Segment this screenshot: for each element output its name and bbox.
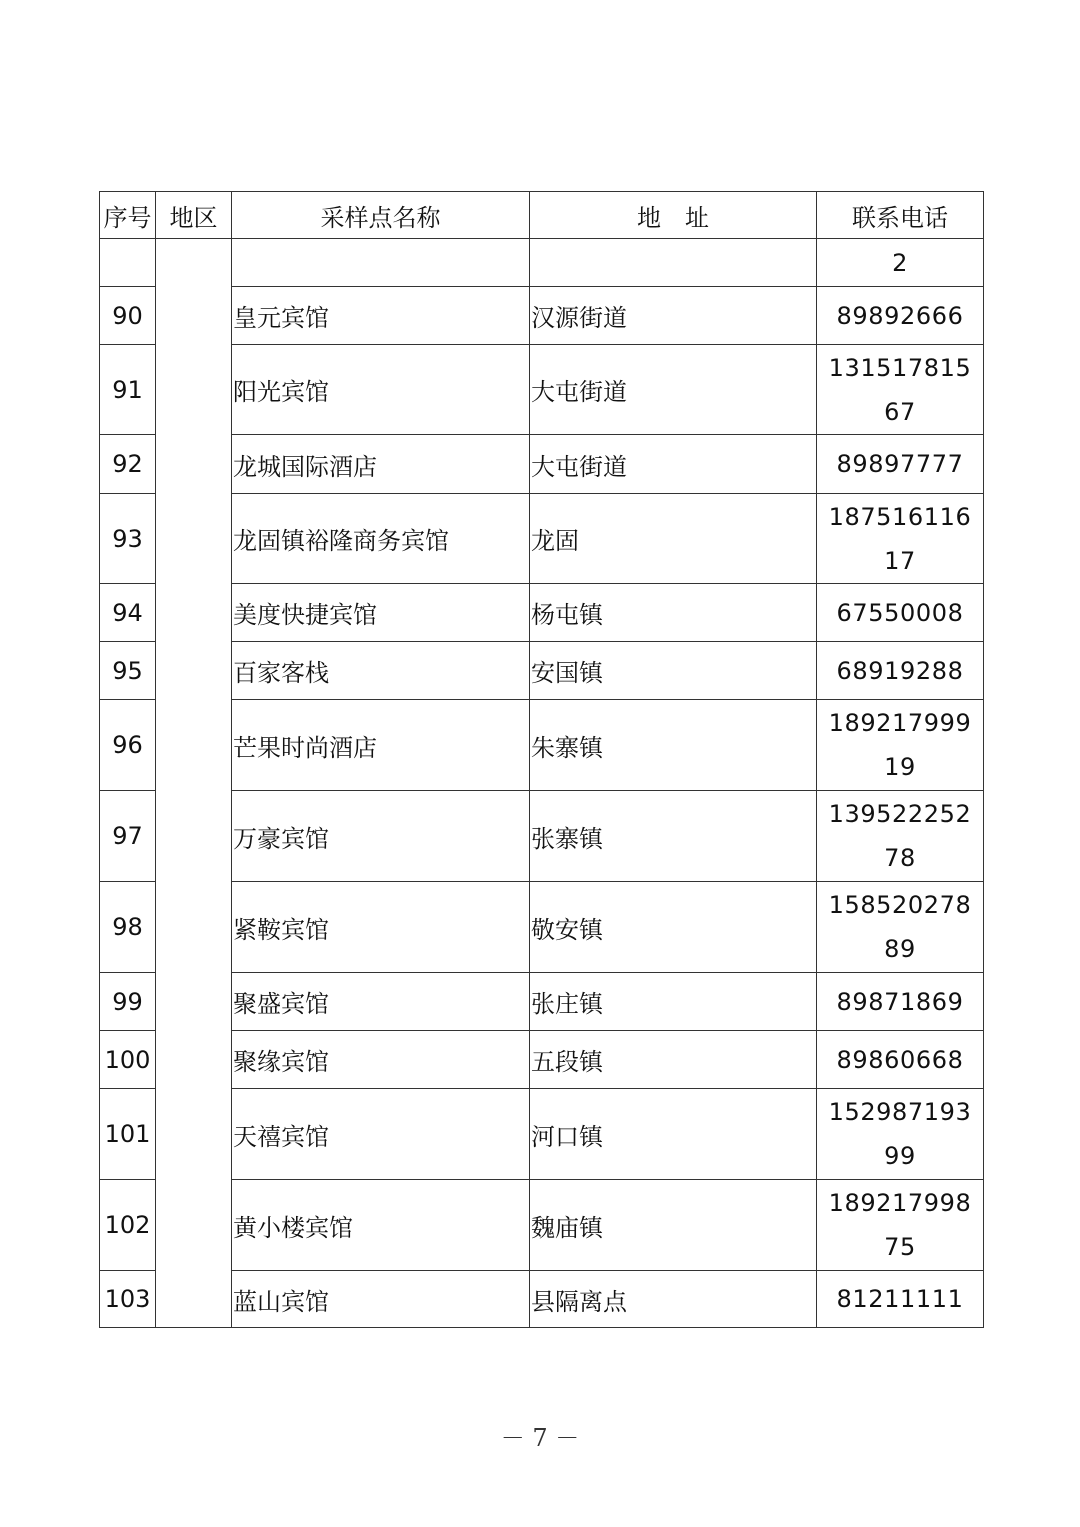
address-cell: 五段镇 (530, 1031, 817, 1089)
address-cell: 张庄镇 (530, 973, 817, 1031)
address-cell: 朱寨镇 (530, 700, 817, 791)
seq-cell: 92 (100, 435, 156, 494)
name-cell: 万豪宾馆 (232, 791, 530, 882)
address-cell: 县隔离点 (530, 1271, 817, 1328)
region-cell (156, 239, 232, 1328)
header-name: 采样点名称 (232, 192, 530, 239)
name-cell: 聚盛宾馆 (232, 973, 530, 1031)
address-cell: 龙固 (530, 494, 817, 584)
phone-cell: 81211111 (817, 1271, 984, 1328)
name-cell: 龙城国际酒店 (232, 435, 530, 494)
phone-cell: 13151781567 (817, 345, 984, 435)
seq-cell: 96 (100, 700, 156, 791)
address-cell: 汉源街道 (530, 287, 817, 345)
seq-cell: 102 (100, 1180, 156, 1271)
name-cell (232, 239, 530, 287)
address-cell: 安国镇 (530, 642, 817, 700)
phone-cell: 89860668 (817, 1031, 984, 1089)
table-header-row (100, 192, 984, 239)
address-cell: 魏庙镇 (530, 1180, 817, 1271)
phone-cell: 89897777 (817, 435, 984, 494)
table-row (100, 584, 984, 642)
seq-cell: 98 (100, 882, 156, 973)
phone-cell: 15852027889 (817, 882, 984, 973)
table-row (100, 882, 984, 973)
continuation-row (100, 239, 984, 287)
phone-cell: 89871869 (817, 973, 984, 1031)
seq-cell: 91 (100, 345, 156, 435)
phone-cell: 89892666 (817, 287, 984, 345)
address-cell: 敬安镇 (530, 882, 817, 973)
name-cell: 百家客栈 (232, 642, 530, 700)
table-row (100, 494, 984, 584)
table-row (100, 1271, 984, 1328)
phone-cell: 67550008 (817, 584, 984, 642)
table-row (100, 1031, 984, 1089)
header-seq: 序号 (100, 192, 156, 239)
name-cell: 天禧宾馆 (232, 1089, 530, 1180)
phone-cell: 68919288 (817, 642, 984, 700)
table-row (100, 287, 984, 345)
seq-cell: 95 (100, 642, 156, 700)
seq-cell (100, 239, 156, 287)
address-cell: 河口镇 (530, 1089, 817, 1180)
address-cell: 杨屯镇 (530, 584, 817, 642)
phone-cell: 13952225278 (817, 791, 984, 882)
seq-cell: 94 (100, 584, 156, 642)
phone-cell: 2 (817, 239, 984, 287)
name-cell: 黄小楼宾馆 (232, 1180, 530, 1271)
table-row (100, 345, 984, 435)
phone-cell: 15298719399 (817, 1089, 984, 1180)
name-cell: 芒果时尚酒店 (232, 700, 530, 791)
header-region: 地区 (156, 192, 232, 239)
table-row (100, 1180, 984, 1271)
name-cell: 紧鞍宾馆 (232, 882, 530, 973)
seq-cell: 93 (100, 494, 156, 584)
table-row (100, 1089, 984, 1180)
phone-cell: 18921799919 (817, 700, 984, 791)
phone-cell: 18921799875 (817, 1180, 984, 1271)
header-phone: 联系电话 (817, 192, 984, 239)
name-cell: 阳光宾馆 (232, 345, 530, 435)
seq-cell: 99 (100, 973, 156, 1031)
phone-cell: 18751611617 (817, 494, 984, 584)
header-address: 地 址 (530, 192, 817, 239)
address-cell (530, 239, 817, 287)
address-cell: 大屯街道 (530, 435, 817, 494)
table-row (100, 973, 984, 1031)
page-number: － 7 － (500, 1424, 580, 1452)
table-row (100, 791, 984, 882)
seq-cell: 90 (100, 287, 156, 345)
table-row (100, 435, 984, 494)
seq-cell: 103 (100, 1271, 156, 1328)
seq-cell: 97 (100, 791, 156, 882)
table-row (100, 642, 984, 700)
name-cell: 龙固镇裕隆商务宾馆 (232, 494, 530, 584)
name-cell: 美度快捷宾馆 (232, 584, 530, 642)
name-cell: 聚缘宾馆 (232, 1031, 530, 1089)
address-cell: 张寨镇 (530, 791, 817, 882)
seq-cell: 101 (100, 1089, 156, 1180)
address-cell: 大屯街道 (530, 345, 817, 435)
sampling-sites-table (99, 191, 984, 1328)
name-cell: 皇元宾馆 (232, 287, 530, 345)
name-cell: 蓝山宾馆 (232, 1271, 530, 1328)
seq-cell: 100 (100, 1031, 156, 1089)
table-row (100, 700, 984, 791)
